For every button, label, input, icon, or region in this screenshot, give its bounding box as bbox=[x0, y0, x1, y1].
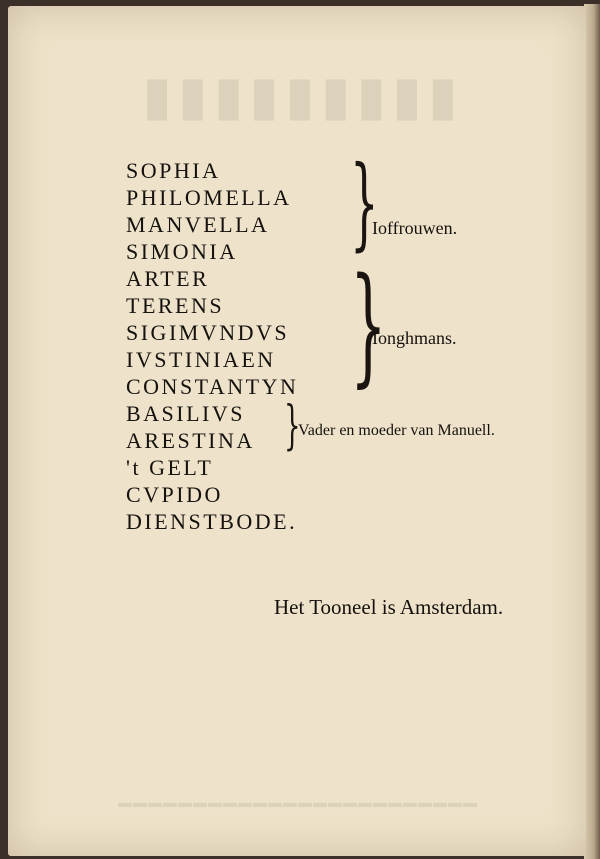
brace-jonghmans: } bbox=[350, 251, 387, 400]
group-label-ioffrouwen: Ioffrouwen. bbox=[372, 218, 458, 238]
cast-name: CONSTANTYN bbox=[126, 374, 299, 399]
group-label-ouders: Vader en moeder van Manuell. bbox=[298, 422, 495, 439]
group-label-jonghmans: Ionghmans. bbox=[372, 328, 457, 348]
brace-ouders: } bbox=[284, 396, 301, 456]
cast-name: 't GELT bbox=[126, 455, 214, 480]
show-through-title: ▮▮▮▮▮▮▮▮▮ bbox=[136, 66, 458, 126]
cast-name: MANVELLA bbox=[126, 212, 270, 237]
cast-name: BASILIVS bbox=[126, 401, 246, 426]
brace-ioffrouwen: } bbox=[350, 144, 379, 261]
page-edge bbox=[584, 4, 600, 859]
book-page bbox=[8, 6, 586, 856]
cast-name: PHILOMELLA bbox=[126, 185, 292, 210]
cast-name: DIENSTBODE. bbox=[126, 509, 298, 534]
cast-name: SOPHIA bbox=[126, 158, 221, 183]
cast-name: SIMONIA bbox=[126, 239, 238, 264]
cast-name: ARTER bbox=[126, 266, 210, 291]
cast-name: IVSTINIAEN bbox=[126, 347, 276, 372]
cast-name: CVPIDO bbox=[126, 482, 223, 507]
cast-name: TERENS bbox=[126, 293, 225, 318]
show-through-imprint: ▬▬▬▬▬▬▬▬▬▬▬▬▬▬▬▬▬▬▬▬▬▬▬▬ bbox=[117, 796, 477, 811]
cast-list bbox=[126, 157, 298, 535]
cast-name: ARESTINA bbox=[126, 428, 255, 453]
setting-line: Het Tooneel is Amsterdam. bbox=[274, 595, 504, 619]
cast-name: SIGIMVNDVS bbox=[126, 320, 290, 345]
